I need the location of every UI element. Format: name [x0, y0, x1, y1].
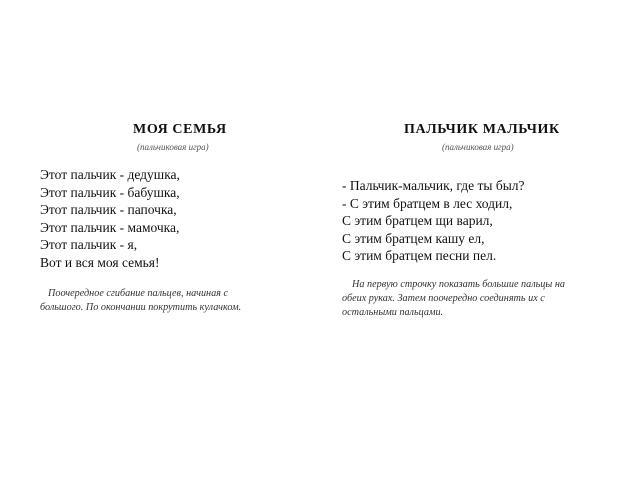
poem-line: С этим братцем песни пел. [342, 248, 497, 264]
poem-line: С этим братцем кашу ел, [342, 230, 485, 246]
poem-line: - Пальчик-мальчик, где ты был? [342, 178, 525, 193]
left-instruction [40, 287, 241, 315]
right-instruction [342, 278, 565, 320]
poem-line: Этот пальчик - мамочка, [40, 219, 180, 235]
instruction-line: обеих руках. Затем поочередно соединять их с [342, 293, 545, 304]
left-title: МОЯ СЕМЬЯ [133, 122, 227, 137]
right-subtitle: (пальчиковая игра) [442, 142, 514, 152]
poem-line: Этот пальчик - папочка, [40, 202, 177, 218]
right-poem [342, 177, 525, 265]
instruction-line: большого. По окончании покрутить кулачком. [40, 302, 242, 313]
poem-line: - С этим братцем в лес ходил, [342, 195, 513, 211]
left-poem [40, 166, 180, 272]
poem-line: Этот пальчик - бабушка, [40, 184, 180, 200]
poem-line: Вот и вся моя семья! [40, 254, 160, 270]
right-title: ПАЛЬЧИК МАЛЬЧИК [404, 122, 560, 137]
instruction-line: остальными пальцами. [342, 307, 444, 318]
poem-line: Этот пальчик - дедушка, [40, 167, 180, 182]
poem-line: С этим братцем щи варил, [342, 213, 493, 229]
left-subtitle: (пальчиковая игра) [137, 142, 209, 152]
instruction-line: На первую строчку показать большие пальцы на [352, 279, 565, 290]
instruction-line: Поочередное сгибание пальцев, начиная с [48, 288, 228, 299]
poem-line: Этот пальчик - я, [40, 237, 138, 253]
